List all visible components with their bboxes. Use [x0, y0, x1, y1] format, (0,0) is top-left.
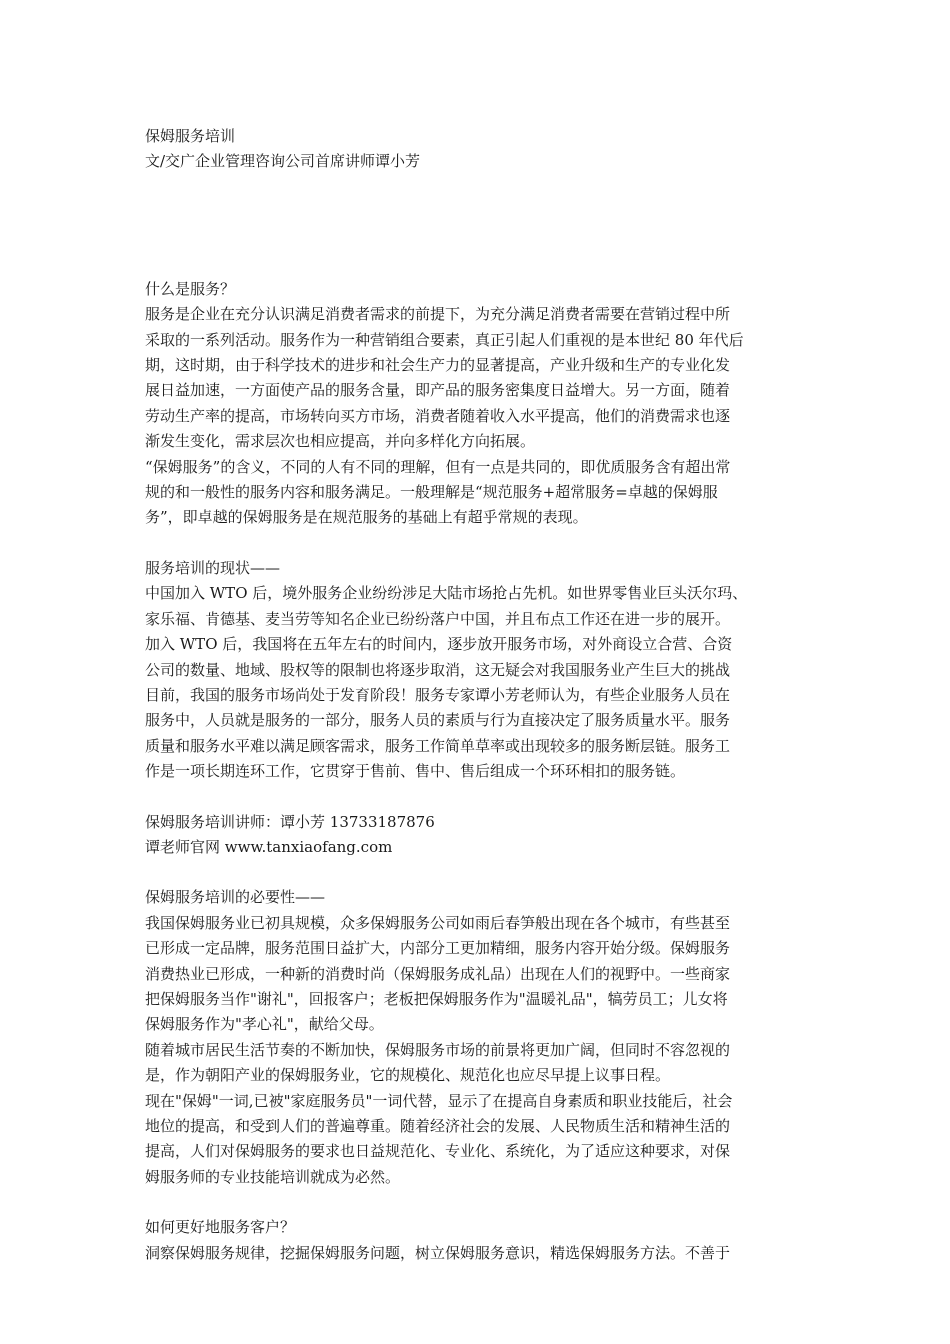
- section-heading: 保姆服务培训的必要性——: [145, 888, 326, 907]
- section-heading: 如何更好地服务客户？: [145, 1218, 296, 1237]
- paragraph-line: 劳动生产率的提高，市场转向买方市场，消费者随着收入水平提高，他们的消费需求也逐: [145, 406, 731, 425]
- paragraph-line: 质量和服务水平难以满足顾客需求，服务工作简单草率或出现较多的服务断层链。服务工: [145, 736, 731, 755]
- paragraph-line: 随着城市居民生活节奏的不断加快，保姆服务市场的前景将更加广阔，但同时不容忽视的: [145, 1040, 731, 1059]
- document-title: 保姆服务培训: [145, 127, 236, 145]
- website-line: 谭老师官网 www.tanxiaofang.com: [145, 837, 393, 856]
- paragraph-line: 地位的提高，和受到人们的普遍尊重。随着经济社会的发展、人民物质生活和精神生活的: [145, 1117, 731, 1135]
- paragraph-line: 务”，即卓越的保姆服务是在规范服务的基础上有超乎常规的表现。: [145, 508, 588, 527]
- section-heading: 服务培训的现状——: [145, 558, 281, 577]
- spacer: [145, 175, 810, 277]
- section-heading: 什么是服务？: [145, 279, 236, 298]
- paragraph-line: 我国保姆服务业已初具规模，众多保姆服务公司如雨后春笋般出现在各个城市，有些甚至: [145, 913, 731, 932]
- paragraph-line: 把保姆服务当作"谢礼"，回报客户；老板把保姆服务作为"温暖礼品"，犒劳员工；儿女将: [145, 989, 728, 1008]
- paragraph-line: 提高，人们对保姆服务的要求也日益规范化、专业化、系统化，为了适应这种要求，对保: [145, 1142, 731, 1161]
- paragraph-line: “保姆服务”的含义，不同的人有不同的理解，但有一点是共同的，即优质服务含有超出常: [145, 457, 731, 476]
- section-training-status: [145, 556, 810, 785]
- paragraph-line: 作是一项长期连环工作，它贯穿于售前、售中、售后组成一个环环相扣的服务链。: [145, 762, 686, 781]
- paragraph-line: 姆服务师的专业技能培训就成为必然。: [145, 1167, 401, 1186]
- paragraph-line: 渐发生变化，需求层次也相应提高，并向多样化方向拓展。: [145, 432, 536, 451]
- paragraph-line: 是，作为朝阳产业的保姆服务业，它的规模化、规范化也应尽早提上议事日程。: [145, 1066, 671, 1085]
- paragraph-line: 服务中，人员就是服务的一部分，服务人员的素质与行为直接决定了服务质量水平。服务: [145, 711, 731, 730]
- paragraph-line: 展日益加速，一方面使产品的服务含量，即产品的服务密集度日益增大。另一方面，随着: [145, 381, 731, 400]
- spacer: [145, 531, 810, 556]
- spacer: [145, 785, 810, 810]
- spacer: [145, 860, 810, 885]
- section-serve-customers: [145, 1215, 810, 1266]
- paragraph-line: 保姆服务作为"孝心礼"，献给父母。: [145, 1015, 384, 1034]
- paragraph-line: 公司的数量、地域、股权等的限制也将逐步取消，这无疑会对我国服务业产生巨大的挑战: [145, 660, 731, 679]
- paragraph-line: 规的和一般性的服务内容和服务满足。一般理解是“规范服务+超常服务=卓越的保姆服: [145, 483, 718, 502]
- contact-line: 保姆服务培训讲师：谭小芳 13733187876: [145, 812, 435, 831]
- paragraph-line: 家乐福、肯德基、麦当劳等知名企业已纷纷落户中国，并且布点工作还在进一步的展开。: [145, 609, 731, 628]
- section-training-necessity: [145, 885, 810, 1190]
- paragraph-line: 加入 WTO 后，我国将在五年左右的时间内，逐步放开服务市场，对外商设立合营、合资: [145, 635, 733, 654]
- paragraph-line: 目前，我国的服务市场尚处于发育阶段！服务专家谭小芳老师认为，有些企业服务人员在: [145, 685, 731, 704]
- paragraph-line: 消费热业已形成，一种新的消费时尚（保姆服务成礼品）出现在人们的视野中。一些商家: [145, 964, 731, 983]
- section-contact: [145, 810, 810, 861]
- paragraph-line: 服务是企业在充分认识满足消费者需求的前提下，为充分满足消费者需要在营销过程中所: [145, 305, 731, 324]
- spacer: [145, 1190, 810, 1215]
- paragraph-line: 洞察保姆服务规律，挖掘保姆服务问题，树立保姆服务意识，精选保姆服务方法。不善于: [145, 1243, 731, 1262]
- paragraph-line: 现在"保姆"一词,已被"家庭服务员"一词代替，显示了在提高自身素质和职业技能后，社会: [145, 1091, 733, 1110]
- section-what-is-service: [145, 277, 810, 531]
- document-byline: 文/交广企业管理咨询公司首席讲师谭小芳: [145, 152, 421, 171]
- paragraph-line: 期，这时期，由于科学技术的进步和社会生产力的显著提高，产业升级和生产的专业化发: [145, 356, 731, 375]
- document-page: [145, 124, 810, 1266]
- paragraph-line: 采取的一系列活动。服务作为一种营销组合要素，真正引起人们重视的是本世纪 80 年代后: [145, 330, 744, 349]
- paragraph-line: 已形成一定品牌，服务范围日益扩大，内部分工更加精细，服务内容开始分级。保姆服务: [145, 939, 731, 958]
- paragraph-line: 中国加入 WTO 后，境外服务企业纷纷涉足大陆市场抢占先机。如世界零售业巨头沃尔玛、: [145, 584, 748, 603]
